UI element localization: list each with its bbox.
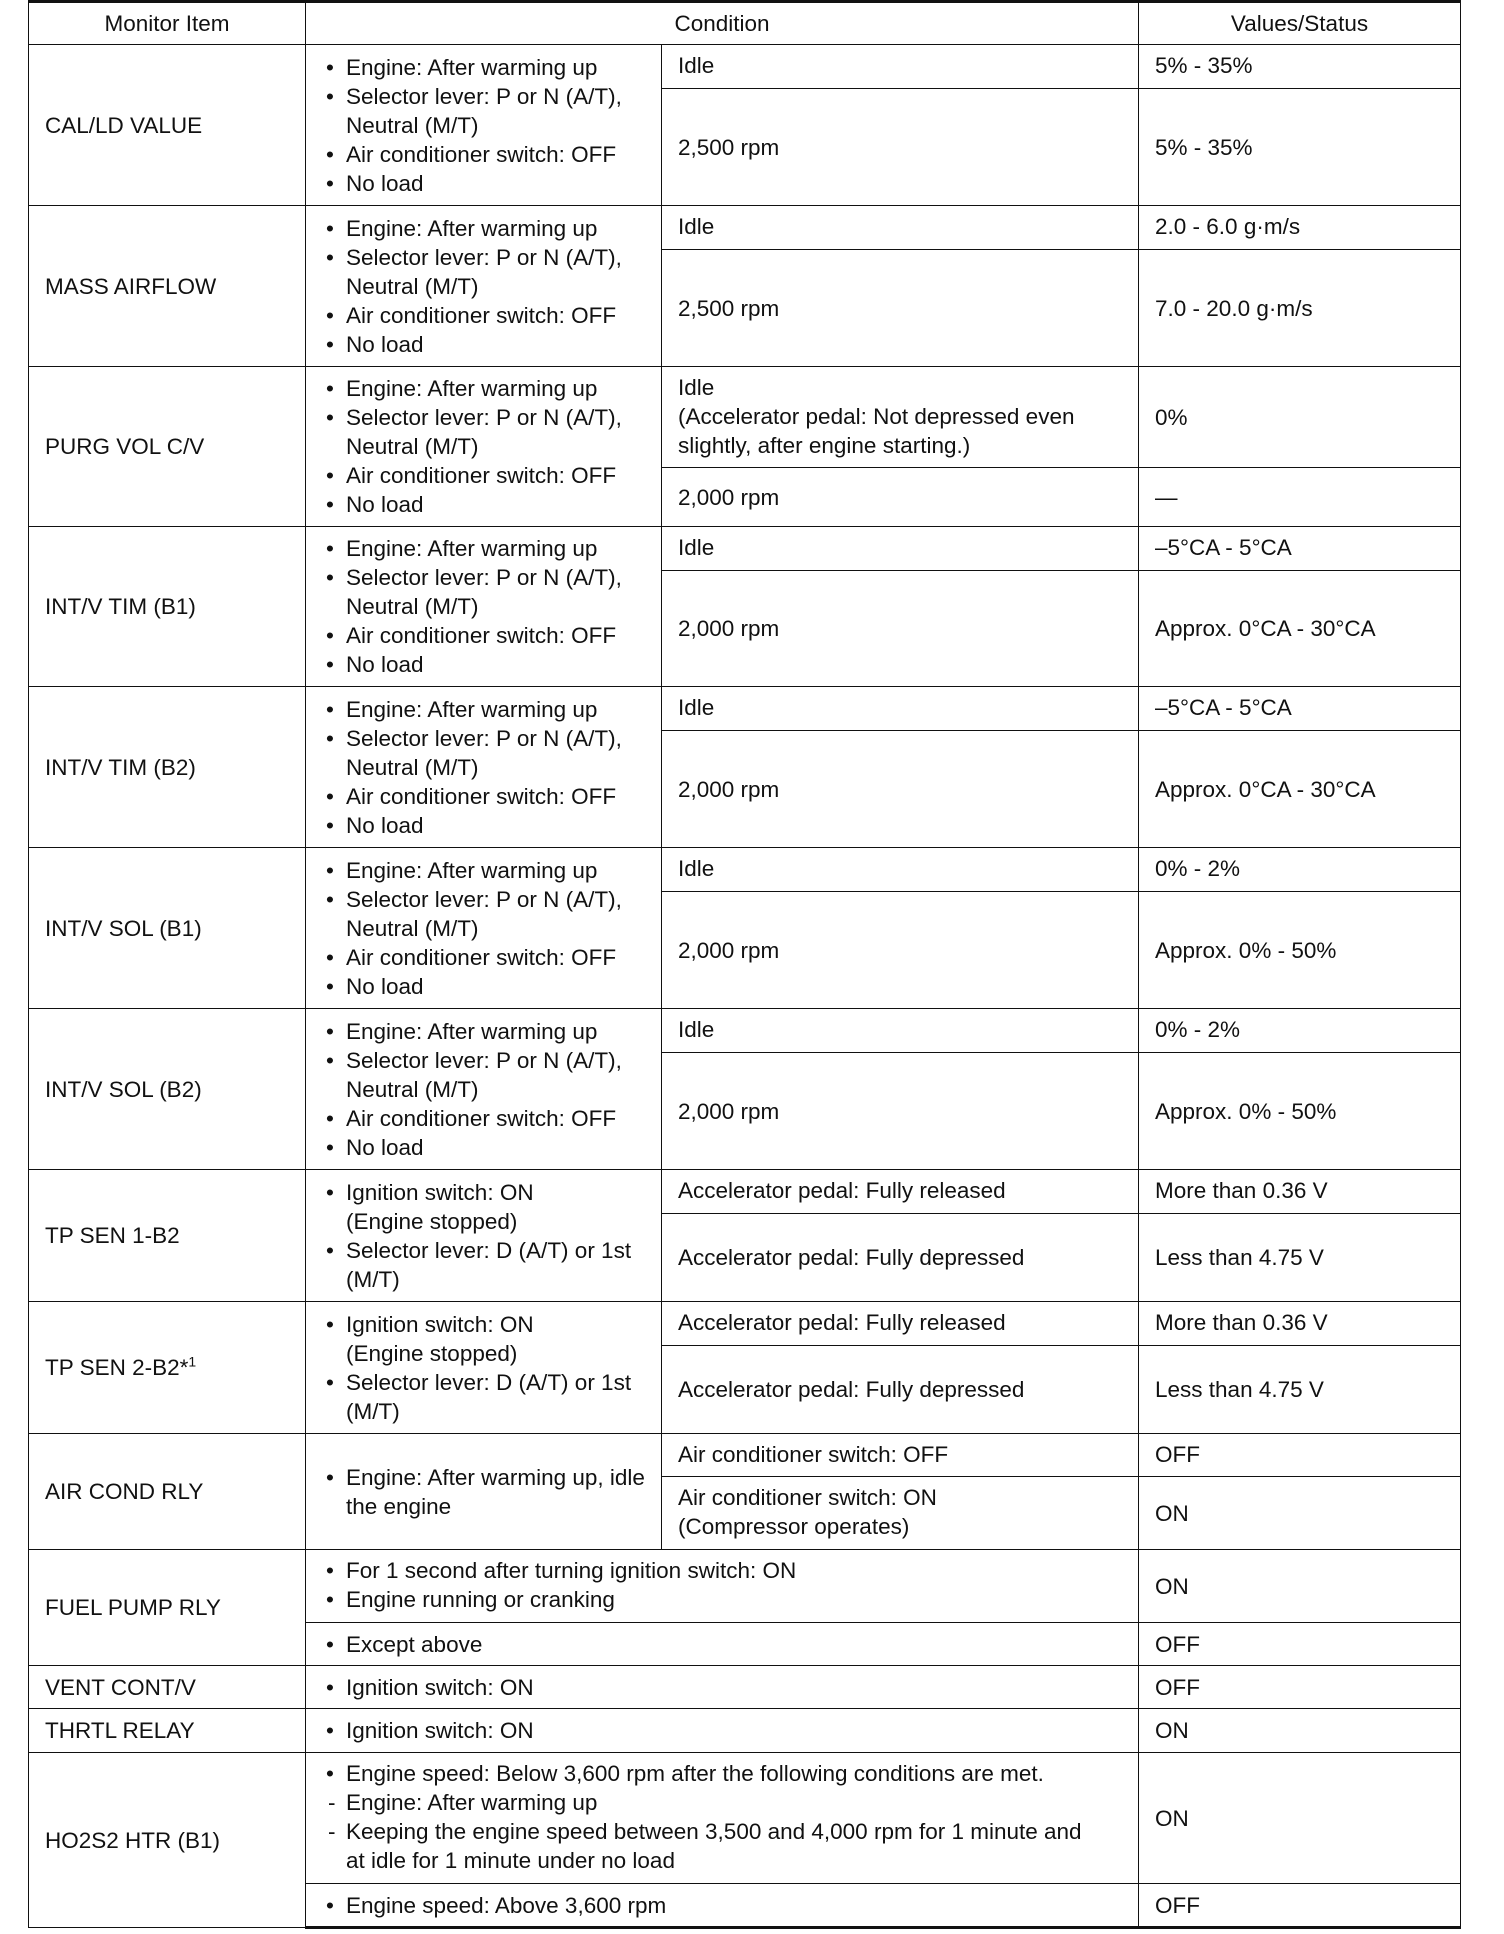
table-row xyxy=(29,687,1461,731)
table-row xyxy=(29,527,1461,571)
condition-cell xyxy=(306,206,662,367)
value-cell: ON xyxy=(1139,1550,1461,1623)
condition-list xyxy=(322,53,645,198)
condition-cell xyxy=(306,1302,662,1434)
condition-item: • Selector lever: D (A/T) or 1st (M/T) xyxy=(322,1368,645,1426)
sub-condition-cell: Accelerator pedal: Fully depressed xyxy=(662,1346,1139,1434)
condition-item: • No load xyxy=(322,972,645,1001)
condition-list xyxy=(322,1891,1122,1920)
monitor-item-cell xyxy=(29,1302,306,1434)
footnote-marker: 1 xyxy=(188,1353,197,1370)
value-cell: Less than 4.75 V xyxy=(1139,1346,1461,1434)
condition-cell xyxy=(306,1753,1139,1884)
condition-item: • Engine: After warming up xyxy=(322,374,645,403)
value-cell: — xyxy=(1139,468,1461,527)
condition-item: • No load xyxy=(322,650,645,679)
condition-cell xyxy=(306,1884,1139,1928)
table-row xyxy=(29,1550,1461,1623)
condition-item: • Ignition switch: ON xyxy=(322,1716,1122,1745)
condition-cell xyxy=(306,1170,662,1302)
table-row xyxy=(29,848,1461,892)
condition-item: • Ignition switch: ON xyxy=(322,1673,1122,1702)
condition-list xyxy=(322,534,645,679)
value-cell: 5% - 35% xyxy=(1139,89,1461,206)
value-cell: ON xyxy=(1139,1477,1461,1550)
condition-item: • Selector lever: P or N (A/T), Neutral (M/T) xyxy=(322,885,645,943)
condition-list xyxy=(322,1630,1122,1659)
condition-item: • Engine: After warming up xyxy=(322,1017,645,1046)
condition-cell xyxy=(306,1434,662,1550)
monitor-item-cell: CAL/LD VALUE xyxy=(29,45,306,206)
table-row xyxy=(29,1434,1461,1477)
monitor-item-cell: FUEL PUMP RLY xyxy=(29,1550,306,1666)
condition-item: • Selector lever: P or N (A/T), Neutral (M/T) xyxy=(322,82,645,140)
sub-condition-cell: Idle xyxy=(662,687,1139,731)
condition-sub-item: - Engine: After warming up xyxy=(322,1788,1122,1817)
condition-item: • Engine: After warming up xyxy=(322,856,645,885)
table-row xyxy=(29,1666,1461,1709)
condition-item: • Air conditioner switch: OFF xyxy=(322,621,645,650)
value-cell: ON xyxy=(1139,1709,1461,1753)
condition-item: • No load xyxy=(322,169,645,198)
condition-cell xyxy=(306,1009,662,1170)
condition-item: • Engine: After warming up xyxy=(322,214,645,243)
header-monitor-item: Monitor Item xyxy=(29,2,306,45)
condition-cell xyxy=(306,848,662,1009)
sub-condition-cell: Accelerator pedal: Fully released xyxy=(662,1170,1139,1214)
monitor-item-cell: VENT CONT/V xyxy=(29,1666,306,1709)
condition-item: • Air conditioner switch: OFF xyxy=(322,943,645,972)
monitor-item-cell: TP SEN 1-B2 xyxy=(29,1170,306,1302)
condition-cell xyxy=(306,367,662,527)
monitor-item-cell: HO2S2 HTR (B1) xyxy=(29,1753,306,1928)
condition-list xyxy=(322,1463,645,1521)
table-row xyxy=(29,1302,1461,1346)
table-header-row xyxy=(29,2,1461,45)
sub-condition-cell: Idle xyxy=(662,527,1139,571)
value-cell: 2.0 - 6.0 g·m/s xyxy=(1139,206,1461,250)
condition-list xyxy=(322,1556,1122,1614)
table-row xyxy=(29,1753,1461,1884)
sub-condition-cell: Accelerator pedal: Fully released xyxy=(662,1302,1139,1346)
value-cell: –5°CA - 5°CA xyxy=(1139,687,1461,731)
sub-condition-cell: 2,000 rpm xyxy=(662,468,1139,527)
condition-item: • Air conditioner switch: OFF xyxy=(322,1104,645,1133)
value-cell: 0% - 2% xyxy=(1139,848,1461,892)
sub-condition-cell: Idle xyxy=(662,45,1139,89)
header-condition: Condition xyxy=(306,2,1139,45)
condition-list xyxy=(322,695,645,840)
condition-item: • Engine speed: Above 3,600 rpm xyxy=(322,1891,1122,1920)
table-row xyxy=(29,1709,1461,1753)
condition-cell xyxy=(306,1550,1139,1623)
value-cell: Approx. 0°CA - 30°CA xyxy=(1139,571,1461,687)
sub-condition-cell: 2,000 rpm xyxy=(662,731,1139,848)
sub-condition-cell: Air conditioner switch: OFF xyxy=(662,1434,1139,1477)
condition-item: • Engine: After warming up xyxy=(322,695,645,724)
condition-list xyxy=(322,1310,645,1426)
sub-condition-cell: Idle xyxy=(662,1009,1139,1053)
table-row xyxy=(29,1170,1461,1214)
condition-cell xyxy=(306,1623,1139,1666)
monitor-item-cell: AIR COND RLY xyxy=(29,1434,306,1550)
value-cell: 7.0 - 20.0 g·m/s xyxy=(1139,250,1461,367)
monitor-item-cell: MASS AIRFLOW xyxy=(29,206,306,367)
condition-cell xyxy=(306,687,662,848)
value-cell: More than 0.36 V xyxy=(1139,1302,1461,1346)
condition-list xyxy=(322,1759,1122,1875)
condition-list xyxy=(322,1178,645,1294)
value-cell: Less than 4.75 V xyxy=(1139,1214,1461,1302)
condition-item: • Air conditioner switch: OFF xyxy=(322,301,645,330)
condition-list xyxy=(322,214,645,359)
monitor-item-cell: INT/V TIM (B1) xyxy=(29,527,306,687)
sub-condition-cell: 2,500 rpm xyxy=(662,250,1139,367)
value-cell: 0% xyxy=(1139,367,1461,468)
sub-condition-cell: 2,000 rpm xyxy=(662,892,1139,1009)
condition-list xyxy=(322,856,645,1001)
condition-item: • Engine: After warming up, idle the engine xyxy=(322,1463,645,1521)
table-row xyxy=(29,45,1461,89)
condition-item: • No load xyxy=(322,330,645,359)
monitor-item-label: TP SEN 2-B2* xyxy=(45,1355,189,1380)
condition-list xyxy=(322,374,645,519)
monitor-item-cell: INT/V TIM (B2) xyxy=(29,687,306,848)
header-values-status: Values/Status xyxy=(1139,2,1461,45)
condition-cell xyxy=(306,45,662,206)
value-cell: Approx. 0% - 50% xyxy=(1139,1053,1461,1170)
condition-item: • No load xyxy=(322,811,645,840)
condition-cell xyxy=(306,1666,1139,1709)
condition-list xyxy=(322,1716,1122,1745)
value-cell: Approx. 0°CA - 30°CA xyxy=(1139,731,1461,848)
condition-item: • Ignition switch: ON (Engine stopped) xyxy=(322,1310,645,1368)
sub-condition-cell: Idle xyxy=(662,848,1139,892)
value-cell: 5% - 35% xyxy=(1139,45,1461,89)
table-row xyxy=(29,206,1461,250)
condition-item: • Air conditioner switch: OFF xyxy=(322,782,645,811)
condition-item: • No load xyxy=(322,490,645,519)
condition-list xyxy=(322,1017,645,1162)
condition-item: • Air conditioner switch: OFF xyxy=(322,461,645,490)
table-row xyxy=(29,367,1461,468)
table-row xyxy=(29,1009,1461,1053)
value-cell: –5°CA - 5°CA xyxy=(1139,527,1461,571)
monitor-item-cell: PURG VOL C/V xyxy=(29,367,306,527)
sub-condition-cell: 2,000 rpm xyxy=(662,1053,1139,1170)
value-cell: OFF xyxy=(1139,1623,1461,1666)
condition-list xyxy=(322,1673,1122,1702)
condition-item: • Selector lever: P or N (A/T), Neutral (M/T) xyxy=(322,403,645,461)
sub-condition-cell: Idle (Accelerator pedal: Not depressed even slightly, after engine starting.) xyxy=(662,367,1139,468)
condition-item: • Engine: After warming up xyxy=(322,53,645,82)
condition-item: • Except above xyxy=(322,1630,1122,1659)
value-cell: 0% - 2% xyxy=(1139,1009,1461,1053)
condition-item: • Engine running or cranking xyxy=(322,1585,1122,1614)
condition-item: • Air conditioner switch: OFF xyxy=(322,140,645,169)
condition-item: • Ignition switch: ON (Engine stopped) xyxy=(322,1178,645,1236)
condition-item: • Selector lever: P or N (A/T), Neutral (M/T) xyxy=(322,563,645,621)
monitor-item-table xyxy=(28,0,1461,1929)
condition-item: • Selector lever: D (A/T) or 1st (M/T) xyxy=(322,1236,645,1294)
condition-cell xyxy=(306,527,662,687)
sub-condition-cell: 2,500 rpm xyxy=(662,89,1139,206)
condition-item: • No load xyxy=(322,1133,645,1162)
condition-item: • Engine: After warming up xyxy=(322,534,645,563)
monitor-item-cell: INT/V SOL (B2) xyxy=(29,1009,306,1170)
value-cell: Approx. 0% - 50% xyxy=(1139,892,1461,1009)
sub-condition-cell: 2,000 rpm xyxy=(662,571,1139,687)
condition-item: • Engine speed: Below 3,600 rpm after the following conditions are met. xyxy=(322,1759,1122,1788)
condition-cell xyxy=(306,1709,1139,1753)
value-cell: OFF xyxy=(1139,1884,1461,1928)
sub-condition-cell: Accelerator pedal: Fully depressed xyxy=(662,1214,1139,1302)
value-cell: OFF xyxy=(1139,1434,1461,1477)
value-cell: OFF xyxy=(1139,1666,1461,1709)
sub-condition-cell: Idle xyxy=(662,206,1139,250)
monitor-item-cell: INT/V SOL (B1) xyxy=(29,848,306,1009)
value-cell: More than 0.36 V xyxy=(1139,1170,1461,1214)
condition-item: • Selector lever: P or N (A/T), Neutral (M/T) xyxy=(322,724,645,782)
condition-item: • Selector lever: P or N (A/T), Neutral (M/T) xyxy=(322,1046,645,1104)
condition-item: • Selector lever: P or N (A/T), Neutral (M/T) xyxy=(322,243,645,301)
monitor-item-cell: THRTL RELAY xyxy=(29,1709,306,1753)
condition-item: • For 1 second after turning ignition switch: ON xyxy=(322,1556,1122,1585)
condition-sub-item: - Keeping the engine speed between 3,500 and 4,000 rpm for 1 minute and at idle for 1 minute under no load xyxy=(322,1817,1122,1875)
value-cell: ON xyxy=(1139,1753,1461,1884)
sub-condition-cell: Air conditioner switch: ON (Compressor operates) xyxy=(662,1477,1139,1550)
